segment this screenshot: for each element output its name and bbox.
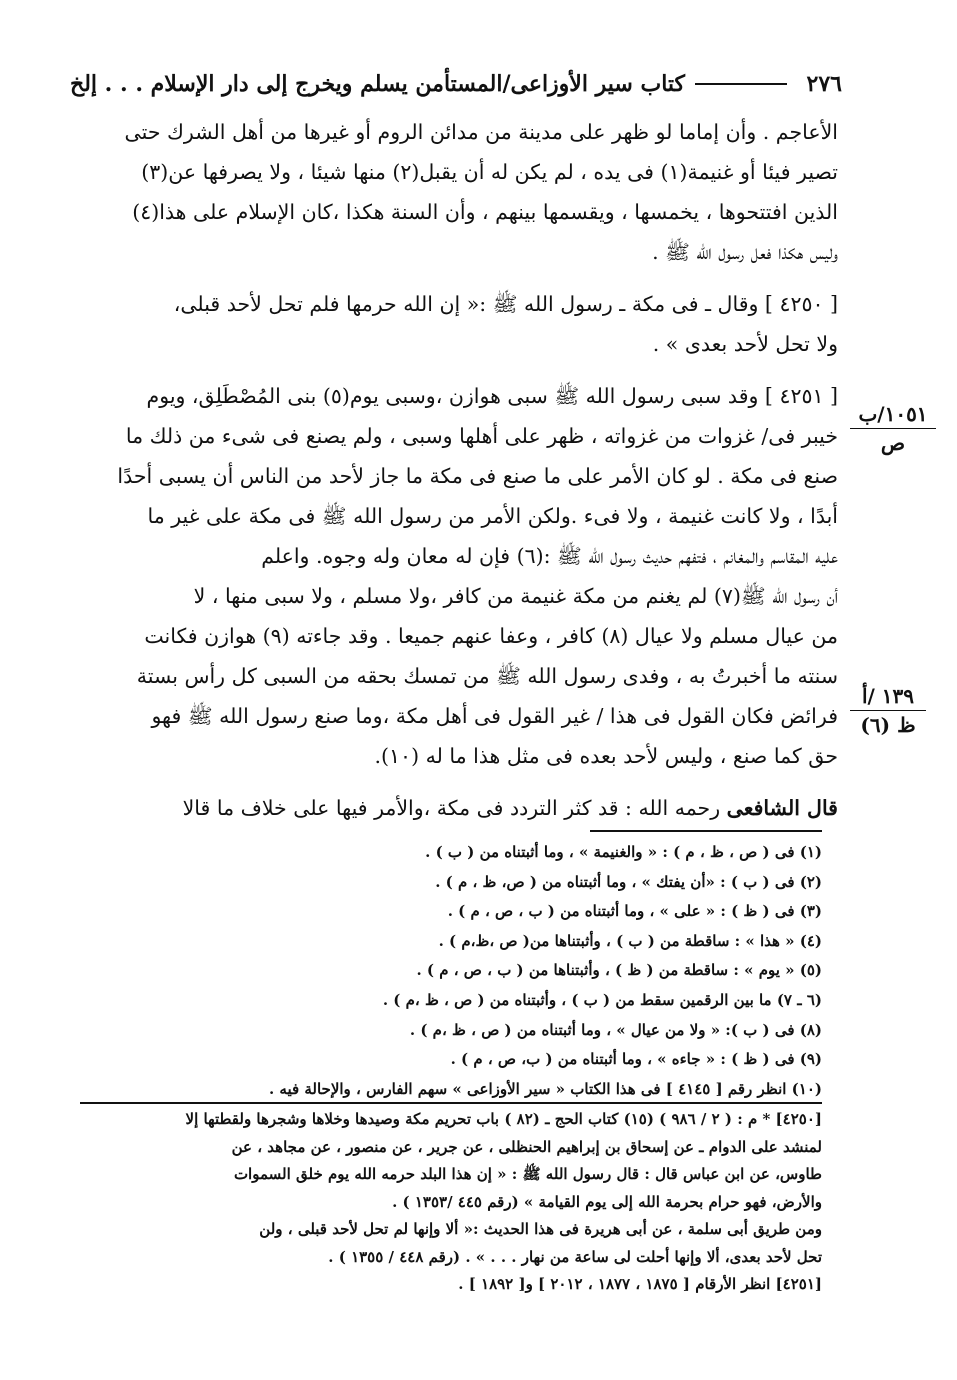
paragraph-gap	[70, 364, 838, 376]
folio-source: ص	[880, 431, 906, 455]
footnotes	[200, 838, 822, 1104]
footnote: (٦ ـ ٧) ما بين الرقمين سقط من ( ب ) ، وأثبتناه من ( ص ، ظ ،م ) .	[382, 990, 822, 1009]
reference-line: [٤٢٥٠] * م : ( ٢ / ٩٨٦ ) (١٥) كتاب الحج ـ (٨٢ ) باب تحريم مكة وصيدها وخلاها وشجرها ولقطتها إلا	[185, 1110, 822, 1128]
reference-line: والأرض، فهو حرام بحرمة الله إلى يوم القيامة » (رقم ٤٤٥ /١٣٥٣ ) .	[392, 1192, 822, 1211]
text-line: [ ٤٢٥٠ ] وقال ـ فى مكة ـ رسول الله ﷺ :« إن الله حرمها فلم تحل لأحد قبلى،	[173, 292, 838, 316]
footnote: (٩) فى ( ظ ) : « جاءه » ، وما أثبتناه من ( ب، ص ، م ) .	[450, 1050, 822, 1069]
text-line: صنع فى مكة . لو كان الأمر على ما صنع فى مكة ما جاز لأحد من الناس أن يسبى أحدًا	[117, 464, 838, 488]
main-text	[70, 112, 838, 828]
text-line: تصير فيئا أو غنيمة(١) فى يده ، لم يكن له أن يقبل(٢) منها شيئا ، ولا يصرفها عن(٣)	[141, 160, 838, 184]
speaker-name: قال الشافعى	[726, 796, 838, 820]
header-rule	[695, 83, 787, 85]
text-line: عليه المقاسم والمغانم ، فتفهم حديث رسول الله ﷺ :(٦) فإن له معان وله وجوه. واعلم	[261, 544, 838, 568]
folio-ref: ١٠٥١/ب	[858, 402, 928, 426]
footnote: (١) فى ( ص ، ظ ، م ) : « والغنيمة » ، وما أثبتناه من ( ب ) .	[425, 843, 822, 861]
references-rule	[80, 1102, 822, 1104]
reference-line: تحل لأحد بعدى، ألا وإنها أحلت لى ساعة من نهار . . . » . (رقم ٤٤٨ / ١٣٥٥ ) .	[328, 1247, 822, 1266]
line-rest: رحمه الله : قد كثر التردد فى مكة ،والأمر فيها على خلاف ما قالا	[182, 796, 721, 820]
folio-ref: ١٣٩ /أ	[861, 684, 915, 708]
footnote-rule	[590, 830, 822, 832]
footnote: (٥) « يوم » : ساقطة من ( ظ ) ، وأثبتناها من ( ب ، ص ، م ) .	[416, 961, 822, 980]
margin-folio-note	[850, 684, 926, 737]
folio-source: ظ (٦)	[860, 713, 916, 737]
paragraph-gap	[70, 776, 838, 788]
text-line: [ ٤٢٥١ ] وقد سبى رسول الله ﷺ سبى هوازن ،وسبى يوم(٥) بنى المُصْطَلِق، ويوم	[146, 384, 838, 408]
running-title: كتاب سير الأوزاعى/المستأمن يسلم ويخرج إلى دار الإسلام . . . إلخ	[70, 71, 686, 97]
text-line: الذين افتتحوها ، يخمسها ، ويقسمها بينهم ، وأن السنة هكذا ،كان الإسلام على هذا(٤)	[132, 200, 838, 224]
text-line: سنته ما أخبرتُ به ، وفدى رسول الله ﷺ من تمسك بحقه من السبى كل رأس بستة	[136, 664, 838, 688]
reference-line: لمنشد على الدوام ـ عن إسحاق بن إبراهيم الحنظلى ، عن جرير ، عن منصور ، عن مجاهد ، عن	[231, 1137, 822, 1156]
reference-line: [٤٢٥١] انظر الأرقام [ ١٨٧٥ ، ١٨٧٧ ، ٢٠١٢ ] و[ ١٨٩٢ ] .	[458, 1275, 822, 1293]
footnote: (٢) فى ( ب ) : «أن يفتك » ، وما أثبتناه من ( ص، ظ ، م ) .	[435, 872, 822, 891]
text-line: أبدًا ، ولا كانت غنيمة ، ولا فىء .ولكن الأمر من رسول الله ﷺ فى مكة على غير ما	[147, 504, 838, 528]
text-line: الأعاجم . وأن إماما لو ظهر على مدينة من مدائن الروم أو غيرها من أهل الشرك حتى	[124, 120, 838, 144]
paragraph-gap	[70, 272, 838, 284]
text-line: من عيال مسلم ولا عيال (٨) كافر ، وعفا عنهم جميعا . وقد جاءته (٩) هوازن فكانت	[144, 624, 838, 648]
footnote: (٤) « هذا » : ساقطة من ( ب ) ، وأثبتناها من( ص ،ظ،م ) .	[438, 931, 822, 950]
margin-folio-note	[850, 402, 936, 455]
text-line	[70, 788, 838, 828]
text-line: ولا تحل لأحد بعدى » .	[652, 332, 838, 356]
hadith-references	[80, 1106, 822, 1299]
reference-line: ومن طريق أبى سلمة ، عن أبى هريرة فى هذا الحديث :« ألا وإنها لم تحل لأحد قبلى ، ولن	[259, 1220, 822, 1238]
text-line: وليس هكذا فعل رسول الله ﷺ .	[652, 240, 838, 264]
folio-rule	[850, 710, 926, 711]
folio-rule	[850, 428, 936, 429]
text-line: أن رسول الله ﷺ(٧) لم يغنم من مكة غنيمة من كافر ،ولا مسلم ، ولا سبى منها ، لا	[193, 584, 838, 608]
page-number: ٢٧٦	[806, 71, 842, 97]
text-line: خيبر فى/ غزوات من غزواته ، ظهر على أهلها وسبى ، ولم يصنع فى شىء من ذلك ما	[125, 424, 838, 448]
footnote: (١٠) انظر رقم [ ٤١٤٥ ] فى هذا الكتاب « سير الأوزاعى » سهم الفارس ، والإحالة فيه .	[268, 1079, 822, 1098]
footnote: (٨) فى ( ب ): « ولا من عيال » ، وما أثبتناه من ( ص ، ظ ،م ) .	[409, 1020, 822, 1039]
page-header	[70, 64, 842, 104]
text-line: حق كما صنع ، وليس لأحد بعده فى مثل هذا ما له (١٠).	[374, 744, 838, 768]
text-line: فرائض فكان القول فى هذا / غير القول فى أهل مكة ،وما صنع رسول الله ﷺ فهو	[151, 704, 838, 728]
reference-line: طاوس، عن ابن عباس قال : قال رسول الله ﷺ : « إن هذا البلد حرمه الله يوم خلق السموات	[233, 1165, 822, 1183]
footnote: (٣) فى ( ظ ) : « على » ، وما أثبتناه من ( ب ، ص ، م ) .	[447, 902, 822, 921]
